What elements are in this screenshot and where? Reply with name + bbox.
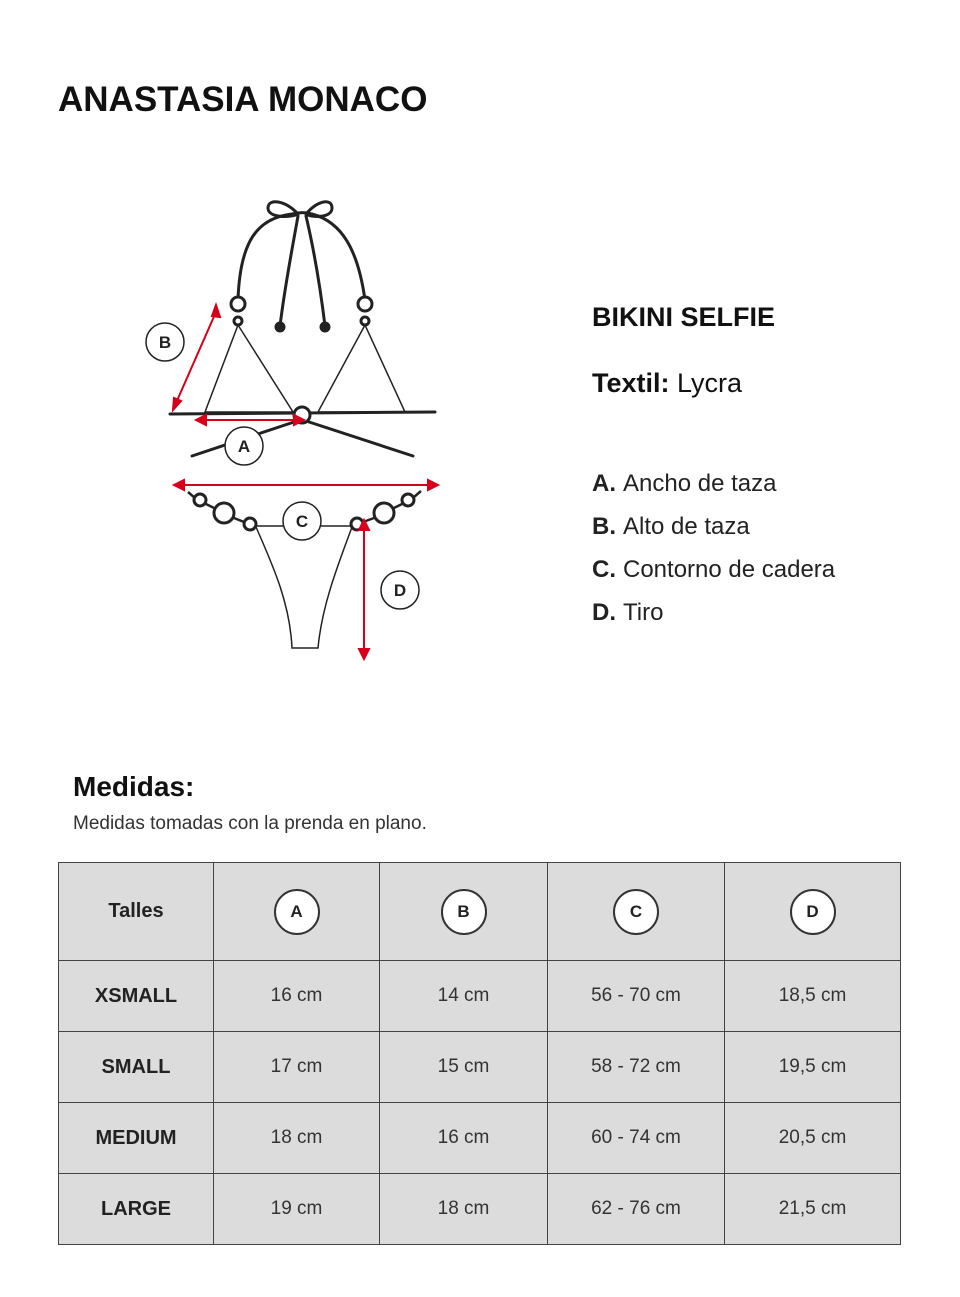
table-cell: 20,5 cm bbox=[725, 1103, 901, 1174]
header-c bbox=[548, 863, 725, 961]
marker-a-label: A bbox=[237, 437, 251, 456]
legend-key: D. bbox=[592, 599, 616, 626]
marker-c-label: C bbox=[295, 512, 309, 531]
table-cell: 14 cm bbox=[380, 961, 548, 1032]
table-cell: 18 cm bbox=[380, 1174, 548, 1245]
legend-item bbox=[592, 511, 835, 554]
header-c-badge: C bbox=[613, 889, 659, 935]
header-d-badge: D bbox=[790, 889, 836, 935]
bikini-measurement-diagram bbox=[130, 190, 460, 670]
marker-d-label: D bbox=[393, 581, 407, 600]
size-table bbox=[58, 862, 901, 1245]
table-cell: 62 - 76 cm bbox=[548, 1174, 725, 1245]
product-name: BIKINI SELFIE bbox=[592, 302, 776, 332]
legend-key: B. bbox=[592, 513, 616, 540]
header-a bbox=[214, 863, 380, 961]
legend-key: A. bbox=[592, 470, 616, 497]
table-cell: 17 cm bbox=[214, 1032, 380, 1103]
textile-label: Textil: bbox=[592, 368, 670, 398]
legend-item bbox=[592, 554, 835, 597]
legend-key: C. bbox=[592, 556, 616, 583]
size-cell: SMALL bbox=[59, 1032, 214, 1103]
table-cell: 21,5 cm bbox=[725, 1174, 901, 1245]
header-b-badge: B bbox=[441, 889, 487, 935]
header-talles: Talles bbox=[59, 863, 214, 961]
size-cell: MEDIUM bbox=[59, 1103, 214, 1174]
size-cell: XSMALL bbox=[59, 961, 214, 1032]
table-cell: 19,5 cm bbox=[725, 1032, 901, 1103]
measurement-legend bbox=[592, 468, 835, 640]
table-cell: 60 - 74 cm bbox=[548, 1103, 725, 1174]
legend-label: Tiro bbox=[623, 599, 664, 626]
textile-info bbox=[592, 368, 742, 399]
table-cell: 16 cm bbox=[380, 1103, 548, 1174]
table-row bbox=[59, 961, 901, 1032]
legend-label: Contorno de cadera bbox=[623, 556, 836, 583]
table-row bbox=[59, 1103, 901, 1174]
measures-note: Medidas tomadas con la prenda en plano. bbox=[73, 813, 427, 834]
size-cell: LARGE bbox=[59, 1174, 214, 1245]
table-row bbox=[59, 1032, 901, 1103]
header-d bbox=[725, 863, 901, 961]
table-cell: 18,5 cm bbox=[725, 961, 901, 1032]
legend-item bbox=[592, 597, 835, 640]
table-cell: 15 cm bbox=[380, 1032, 548, 1103]
table-cell: 19 cm bbox=[214, 1174, 380, 1245]
table-cell: 56 - 70 cm bbox=[548, 961, 725, 1032]
brand-title: ANASTASIA MONACO bbox=[58, 80, 428, 119]
legend-label: Alto de taza bbox=[623, 513, 750, 540]
legend-label: Ancho de taza bbox=[623, 470, 777, 497]
marker-b-label: B bbox=[158, 333, 172, 352]
table-header-row bbox=[59, 863, 901, 961]
measures-title: Medidas: bbox=[73, 771, 195, 802]
header-a-badge: A bbox=[274, 889, 320, 935]
table-cell: 16 cm bbox=[214, 961, 380, 1032]
legend-item bbox=[592, 468, 835, 511]
table-cell: 18 cm bbox=[214, 1103, 380, 1174]
table-cell: 58 - 72 cm bbox=[548, 1032, 725, 1103]
table-row bbox=[59, 1174, 901, 1245]
header-b bbox=[380, 863, 548, 961]
textile-value: Lycra bbox=[677, 368, 743, 398]
